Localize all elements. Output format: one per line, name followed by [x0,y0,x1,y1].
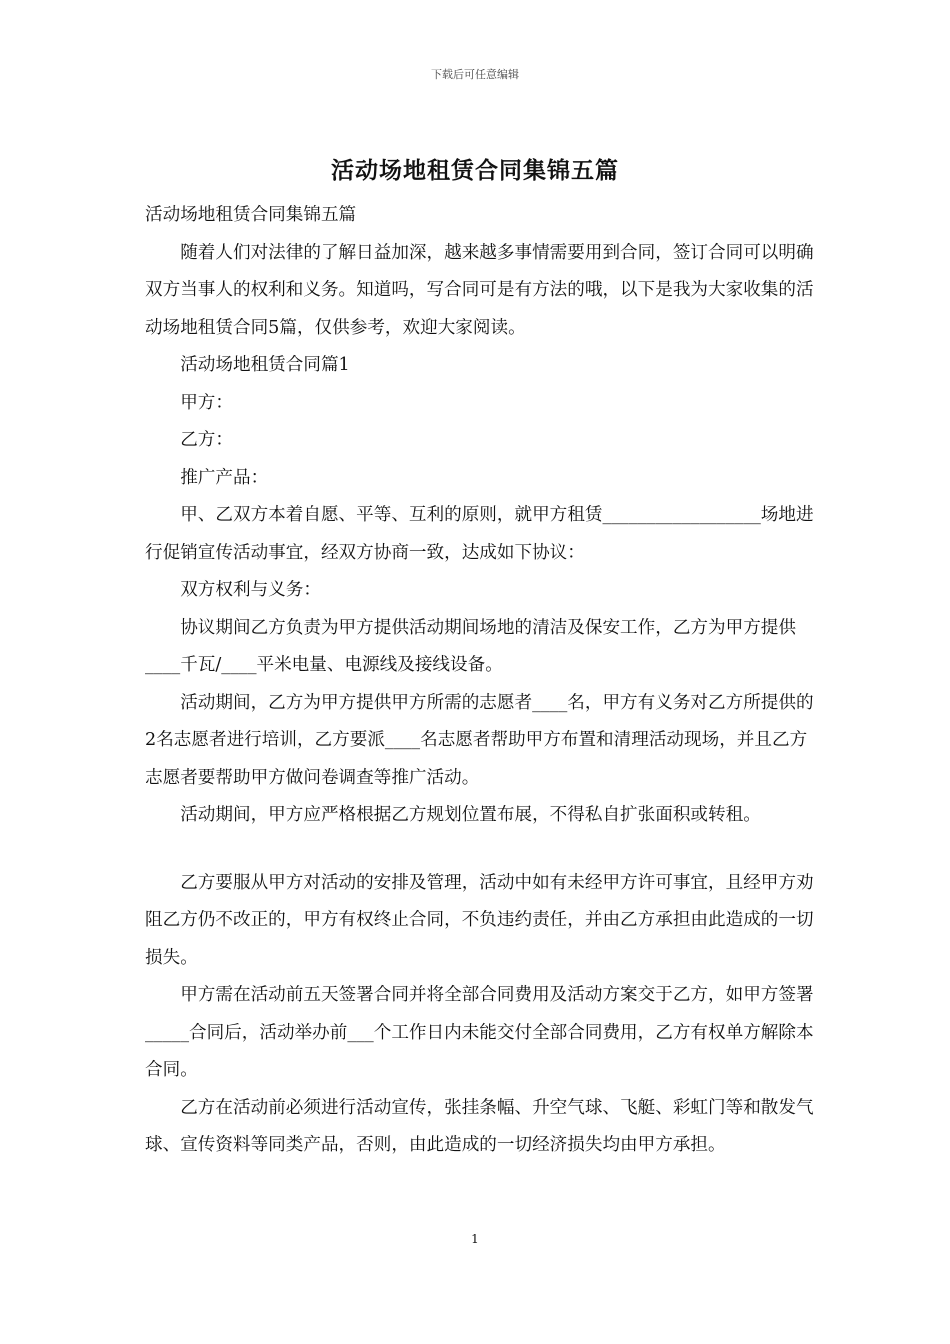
agreement-paragraph: 甲、乙双方本着自愿、平等、互利的原则，就甲方租赁__________________场地进行促销宣传活动事宜，经双方协商一致，达成如下协议： [145,505,814,563]
clause-paragraph: 活动期间，乙方为甲方提供甲方所需的志愿者____名，甲方有义务对乙方所提供的2名志愿者进行培训，乙方要派____名志愿者帮助甲方布置和清理活动现场，并且乙方志愿者要帮助甲方做问卷调查等推广活动。 [145,692,814,788]
rights-heading: 双方权利与义务： [180,580,321,600]
subtitle-line: 活动场地租赁合同集锦五篇 [145,205,357,225]
clause-paragraph: 乙方要服从甲方对活动的安排及管理，活动中如有未经甲方许可事宜，且经甲方劝阻乙方仍不改正的，甲方有权终止合同，不负违约责任，并由乙方承担由此造成的一切损失。 [145,872,814,968]
paragraph-gap [145,835,820,865]
party-b-line: 乙方： [180,430,233,450]
document-body [145,197,820,1165]
party-a-line: 甲方： [180,392,233,413]
clause-paragraph: 活动期间，甲方应严格根据乙方规划位置布展，不得私自扩张面积或转租。 [180,805,761,825]
clause-paragraph: 乙方在活动前必须进行活动宣传，张挂条幅、升空气球、飞艇、彩虹门等和散发气球、宣传资料等同类产品，否则，由此造成的一切经济损失均由甲方承担。 [145,1097,814,1155]
product-line: 推广产品： [180,467,269,488]
clause-paragraph: 协议期间乙方负责为甲方提供活动期间场地的清洁及保安工作，乙方为甲方提供____千瓦/____平米电量、电源线及接线设备。 [145,617,796,675]
section-heading: 活动场地租赁合同篇1 [180,355,350,375]
document-title: 活动场地租赁合同集锦五篇 [331,157,619,184]
clause-paragraph: 甲方需在活动前五天签署合同并将全部合同费用及活动方案交于乙方，如甲方签署_____合同后，活动举办前___个工作日内未能交付全部合同费用，乙方有权单方解除本合同。 [145,985,814,1080]
intro-paragraph: 随着人们对法律的了解日益加深，越来越多事情需要用到合同，签订合同可以明确双方当事人的权利和义务。知道吗，写合同可是有方法的哦，以下是我为大家收集的活动场地租赁合同5篇，仅供参考，欢迎大家阅读。 [145,242,814,338]
header-note: 下载后可任意编辑 [431,68,519,81]
page-number: 1 [471,1232,479,1246]
